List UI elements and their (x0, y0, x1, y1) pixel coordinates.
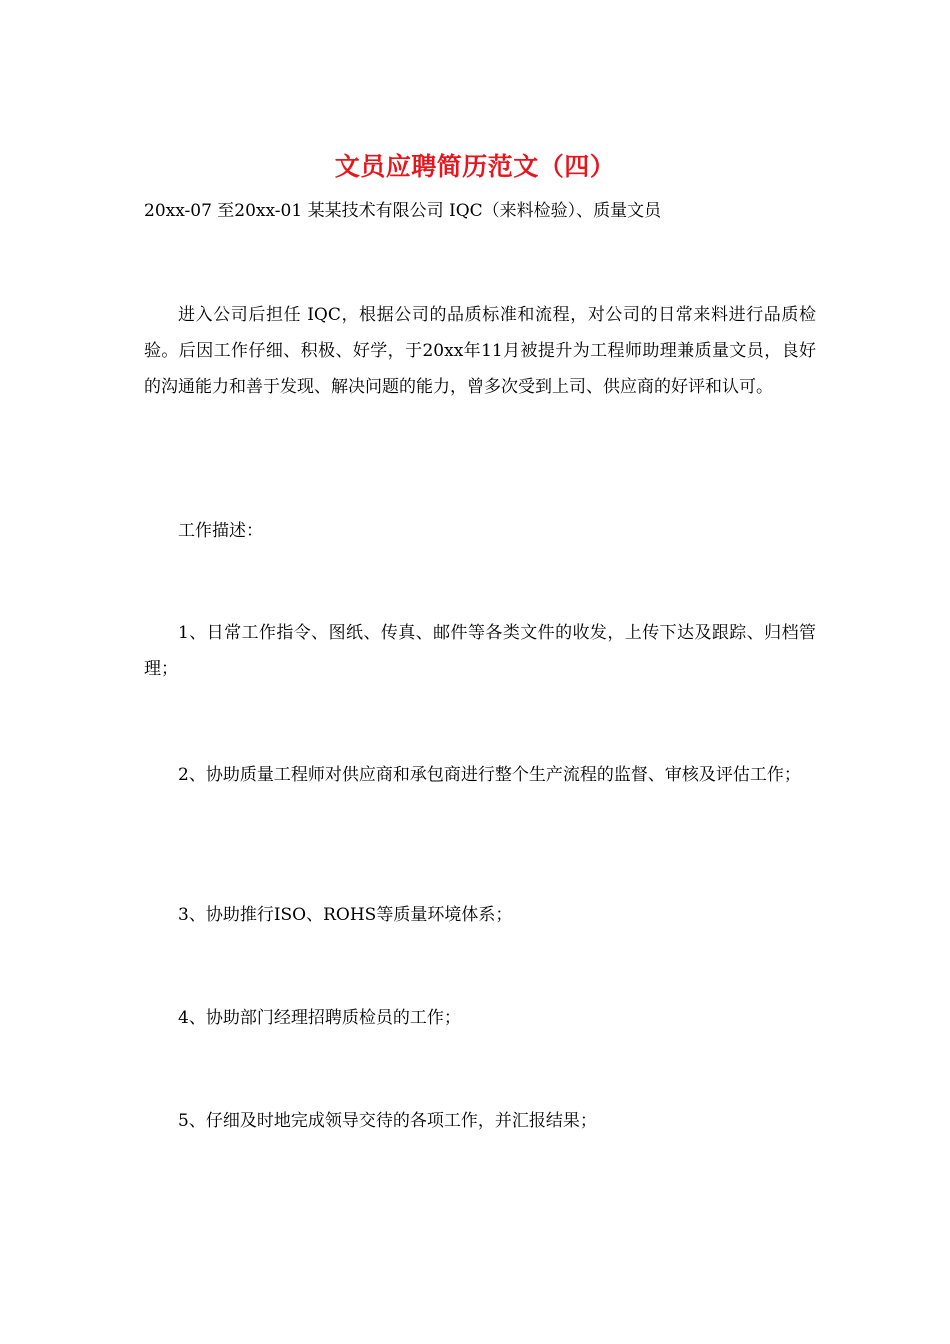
duty-item-4: 4、协助部门经理招聘质检员的工作； (178, 1008, 461, 1028)
duty-item-2: 2、协助质量工程师对供应商和承包商进行整个生产流程的监督、审核及评估工作； (178, 765, 801, 785)
duty-item-5: 5、仔细及时地完成领导交待的各项工作，并汇报结果； (178, 1111, 597, 1131)
duties-heading: 工作描述： (178, 521, 263, 541)
duty-item-3: 3、协助推行ISO、ROHS等质量环境体系； (178, 905, 513, 925)
job-period-line: 20xx-07 至20xx-01 某某技术有限公司 IQC（来料检验）、质量文员 (144, 201, 662, 221)
duty-item-1: 1、日常工作指令、图纸、传真、邮件等各类文件的收发，上传下达及跟踪、归档管理； (144, 623, 816, 679)
document-title: 文员应聘简历范文（四） (334, 152, 616, 181)
intro-paragraph: 进入公司后担任 IQC，根据公司的品质标准和流程，对公司的日常来料进行品质检验。后因工作仔细、积极、好学，于20xx年11月被提升为工程师助理兼质量文员，良好的沟通能力和善于发现、解决问题的能力，曾多次受到上司、供应商的好评和认可。 (144, 305, 816, 397)
